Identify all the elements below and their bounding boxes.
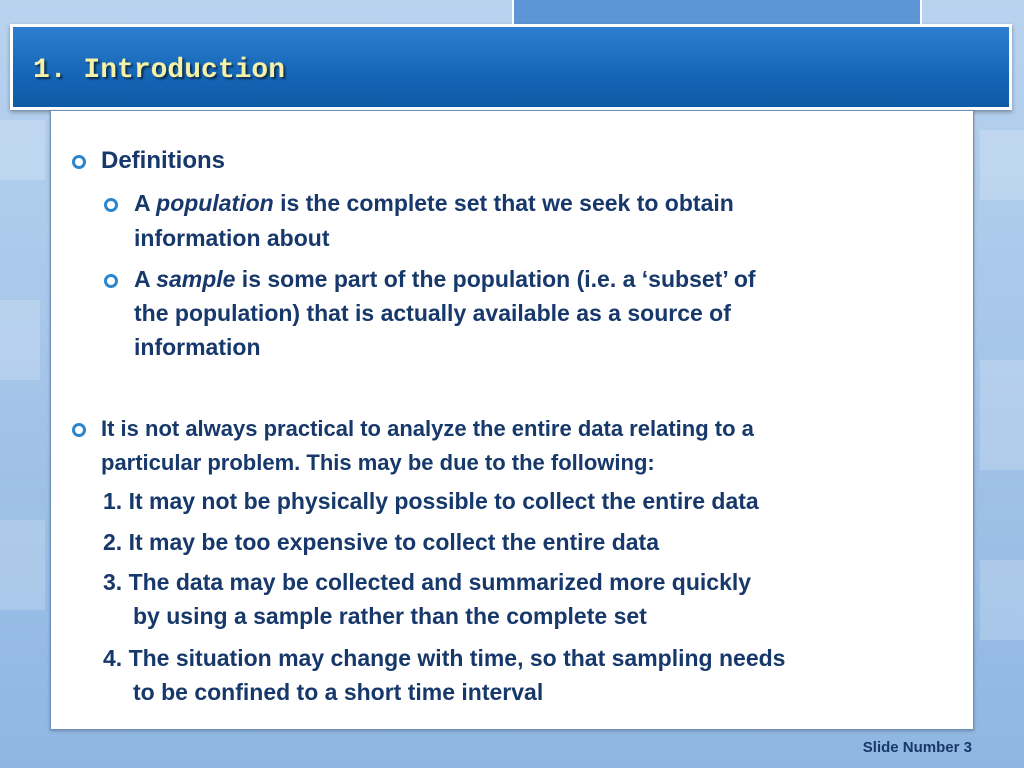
sample-definition-line3: information xyxy=(134,334,261,360)
decorative-top-tab xyxy=(512,0,922,26)
background-tile xyxy=(0,300,40,380)
sample-definition-line1: A sample is some part of the population (i.e. a ‘subset’ of xyxy=(134,266,756,292)
title-bar xyxy=(10,24,1012,110)
practical-text-line1: It is not always practical to analyze the entire data relating to a xyxy=(101,416,754,441)
background-tile xyxy=(0,120,45,180)
population-definition-line1: A population is the complete set that we seek to obtain xyxy=(134,190,734,216)
practical-text-line2: particular problem. This may be due to the following: xyxy=(101,450,655,475)
hollow-circle-bullet-icon xyxy=(104,198,118,212)
background-tile xyxy=(980,130,1024,200)
background-tile xyxy=(0,520,45,610)
definitions-heading: Definitions xyxy=(101,147,225,174)
reason-item-4-line1: 4. The situation may change with time, so that sampling needs xyxy=(103,645,786,671)
sample-term: sample xyxy=(156,266,236,292)
reason-item-3-line2: by using a sample rather than the complete set xyxy=(133,603,647,629)
sample-definition-line2: the population) that is actually available as a source of xyxy=(134,300,731,326)
background-tile xyxy=(980,560,1024,640)
population-definition-line2: information about xyxy=(134,225,330,251)
hollow-circle-bullet-icon xyxy=(104,274,118,288)
hollow-circle-bullet-icon xyxy=(72,155,86,169)
slide-title: 1. Introduction xyxy=(33,55,286,86)
hollow-circle-bullet-icon xyxy=(72,423,86,437)
reason-item-1: 1. It may not be physically possible to collect the entire data xyxy=(103,488,759,514)
population-term: population xyxy=(156,190,274,216)
reason-item-2: 2. It may be too expensive to collect the entire data xyxy=(103,529,659,555)
reason-item-3-line1: 3. The data may be collected and summarized more quickly xyxy=(103,569,752,595)
reason-item-4-line2: to be confined to a short time interval xyxy=(133,679,544,705)
background-tile xyxy=(980,360,1024,470)
slide-number: Slide Number 3 xyxy=(862,739,972,756)
